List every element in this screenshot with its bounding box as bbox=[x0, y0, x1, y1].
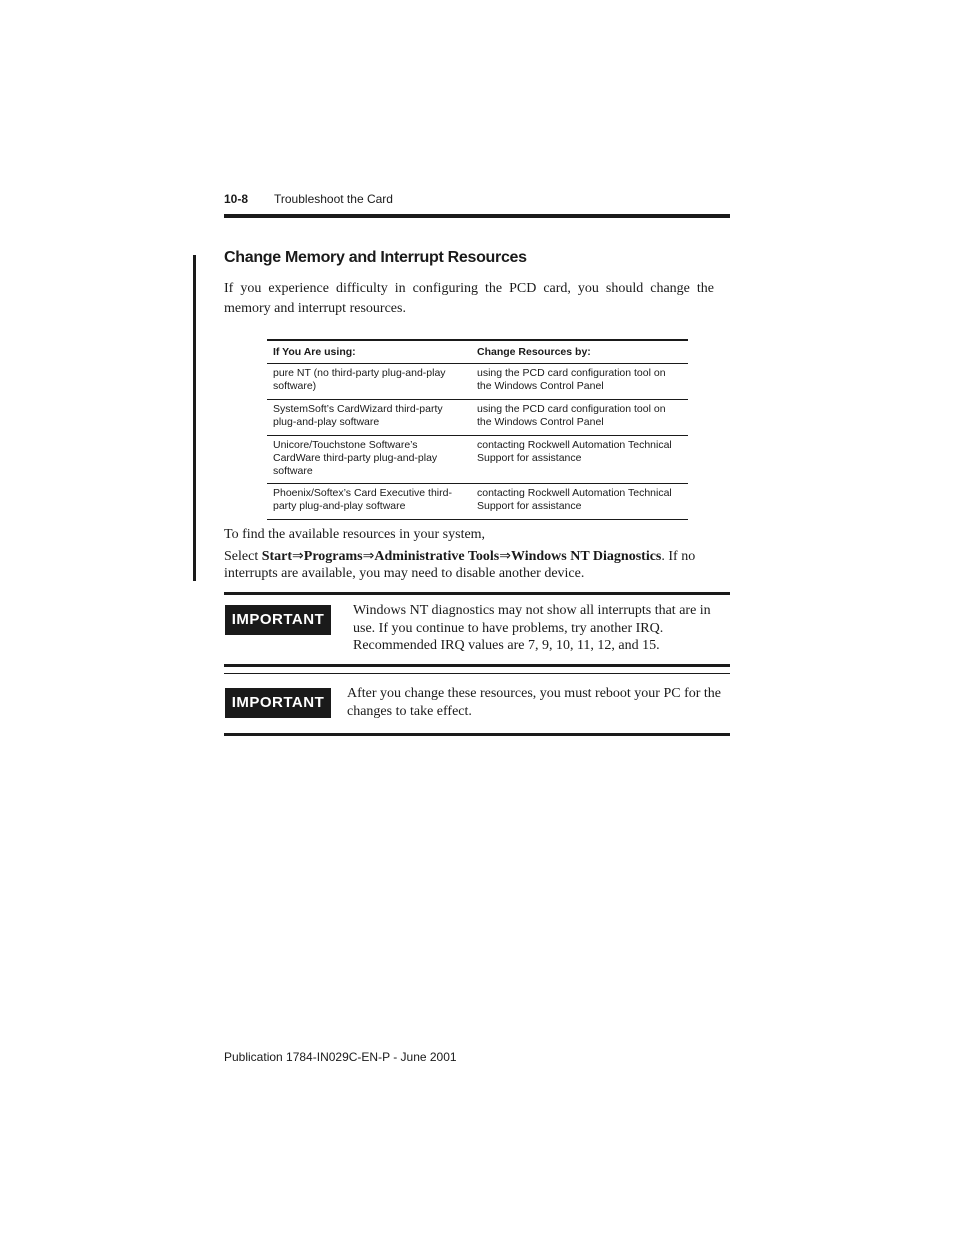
page-number: 10-8 bbox=[224, 192, 249, 206]
table-row bbox=[267, 436, 688, 484]
section-title: Change Memory and Interrupt Resources bbox=[224, 249, 527, 266]
path-arrow: ⇒ bbox=[292, 549, 304, 564]
path-arrow: ⇒ bbox=[499, 549, 511, 564]
table-cell: contacting Rockwell Automation Technical Support for assistance bbox=[477, 487, 672, 512]
menu-path-programs: Programs bbox=[303, 549, 363, 564]
path-arrow: ⇒ bbox=[362, 549, 375, 564]
chapter-title: Troubleshoot the Card bbox=[274, 192, 393, 206]
important-badge: IMPORTANT bbox=[225, 688, 331, 718]
table-header-row bbox=[267, 340, 688, 364]
important-bottom-rule bbox=[224, 733, 730, 736]
table-row bbox=[267, 400, 688, 436]
select-lead: Select bbox=[224, 549, 262, 564]
table-cell: pure NT (no third-party plug-and-play software) bbox=[273, 367, 446, 392]
table-cell: Unicore/Touchstone Software’s CardWare third-party plug-and-play software bbox=[273, 439, 438, 477]
menu-path-administrative-tools: Administrative Tools bbox=[374, 549, 500, 564]
column-header-change: Change Resources by: bbox=[477, 346, 591, 358]
important-top-rule bbox=[224, 592, 730, 595]
select-instructions bbox=[224, 548, 714, 582]
header-rule bbox=[224, 214, 730, 218]
menu-path-start: Start bbox=[261, 549, 293, 564]
change-bar bbox=[193, 255, 196, 581]
menu-path-windows-nt-diagnostics: Windows NT Diagnostics bbox=[510, 549, 662, 564]
table-cell: Phoenix/Softex’s Card Executive third-party plug-and-play software bbox=[273, 487, 452, 512]
important-note-text: After you change these resources, you must reboot your PC for the changes to take effect. bbox=[347, 686, 722, 719]
important-divider-rule bbox=[224, 664, 730, 667]
resources-table bbox=[267, 339, 688, 520]
table-cell: contacting Rockwell Automation Technical Support for assistance bbox=[477, 439, 672, 464]
table-cell: using the PCD card configuration tool on the Windows Control Panel bbox=[477, 367, 666, 392]
table-row bbox=[267, 484, 688, 520]
column-header-using: If You Are using: bbox=[273, 346, 356, 358]
table-cell: using the PCD card configuration tool on the Windows Control Panel bbox=[477, 403, 666, 428]
important-note-text: Windows NT diagnostics may not show all interrupts that are in use. If you continue to have problems, try another IRQ. Recommended IRQ values are 7, 9, 10, 11, 12, and 15. bbox=[353, 603, 711, 653]
table-row bbox=[267, 364, 688, 400]
important-top-rule bbox=[224, 673, 730, 674]
important-badge: IMPORTANT bbox=[225, 605, 331, 635]
table-cell: SystemSoft’s CardWizard third-party plug-and-play software bbox=[273, 403, 443, 428]
find-resources-text: To find the available resources in your system, bbox=[224, 527, 486, 542]
intro-paragraph: If you experience difficulty in configuring the PCD card, you should change the memory and interrupt resources. bbox=[224, 281, 714, 316]
publication-footer: Publication 1784-IN029C-EN-P - June 2001 bbox=[224, 1050, 457, 1064]
select-tail: . If no interrupts are available, you may need to disable another device. bbox=[224, 549, 696, 581]
